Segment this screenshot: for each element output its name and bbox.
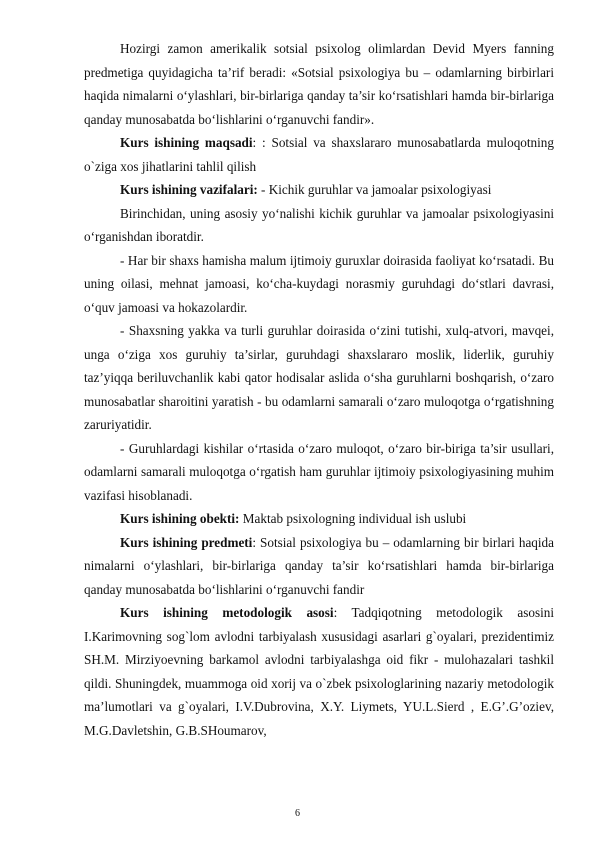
paragraph-object [84,507,554,531]
paragraph-subject [84,531,554,602]
goal-label: Kurs ishining maqsadi [120,135,253,150]
object-label: Kurs ishining obekti: [120,511,240,526]
paragraph-intro: Hozirgi zamon amerikalik sotsial psixolog olimlardan Devid Myers fanning predmetiga quyidagicha ta’rif beradi: «Sotsial psixologiya bu – odamlarning birbirlari haqida nimalarni o‘ylashlari, bir-birlariga qanday ta’sir ko‘rsatishlari hamda bir-birlariga qanday munosabatda bo‘lishlarini o‘rganuvchi fandir». [84,41,554,127]
subject-text: : Sotsial psixologiya bu – odamlarning bir birlari haqida nimalarni o‘ylashlari, bir-birlariga qanday ta’sir ko‘rsatishlari hamda bir-birlariga qanday munosabatda bo‘lishlarini o‘rganuvchi fandir [84,534,554,597]
paragraph-first-direction: Birinchidan, uning asosiy yo‘nalishi kichik guruhlar va jamoalar psixologiyasini o‘rganishdan iboratdir. [84,205,554,244]
paragraph-tasks [84,178,554,202]
paragraph-group-communication: - Guruhlardagi kishilar o‘rtasida o‘zaro muloqot, o‘zaro bir-biriga ta’sir usullari, odamlarni samarali muloqotga o‘rgatish ham guruhlar ijtimoiy psixologiyasining muhim vazifasi hisoblanadi. [84,440,554,503]
methodology-text: : Tadqiqotning metodologik asosini I.Karimovning sog`lom avlodni tarbiyalash xususidagi asarlari g`oyalari, prezidentimiz SH.M. Mirziyoevning barkamol avlodni tarbiyalashga oid fikr - mulohazalari tashkil qildi. Shuningdek, muammoga oid xorij va o`zbek psixologlarining nazariy metodologik ma’lumotlari va g`oyalari, I.V.Dubrovina, X.Y. Liymets, YU.L.Sierd , E.G’.G’oziev, M.G.Davletshin, G.B.SHoumarov, [84,605,554,738]
subject-label: Kurs ishining predmeti [120,534,253,550]
tasks-label: Kurs ishining vazifalari: [120,182,258,197]
paragraph-goal [84,131,554,178]
object-text: Maktab psixologning individual ish uslubi [239,511,467,526]
paragraph-individual-behavior: - Shaxsning yakka va turli guruhlar doirasida o‘zini tutishi, xulq-atvori, mavqei, unga o‘ziga xos guruhiy ta’sirlar, guruhdagi shaxslararo moslik, liderlik, guruhiy taz’yiqqa beriluvchanlik kabi qator hodisalar aslida o‘sha guruhlarni boshqarish, o‘zaro munosabatlar sharoitini yaratish - bu odamlarni samarali o‘zaro muloqotga o‘rgatishning zaruriyatidir. [84,323,554,432]
page-number: 6 [295,808,300,819]
methodology-label: Kurs ishining metodologik asosi [120,605,334,620]
tasks-text: - Kichik guruhlar va jamoalar psixologiyasi [257,182,492,197]
paragraph-methodology [84,601,554,742]
paragraph-social-groups: - Har bir shaxs hamisha malum ijtimoiy guruxlar doirasida faoliyat ko‘rsatadi. Bu uning oilasi, mehnat jamoasi, ko‘cha-kuydagi norasmiy guruhdagi do‘stlari davrasi, o‘quv jamoasi va hokazolardir. [84,252,554,315]
goal-text: : : Sotsial va shaxslararo munosabatlarda muloqotning o`ziga xos jihatlarini tahlil qilish [84,135,554,174]
page-body [84,37,554,742]
